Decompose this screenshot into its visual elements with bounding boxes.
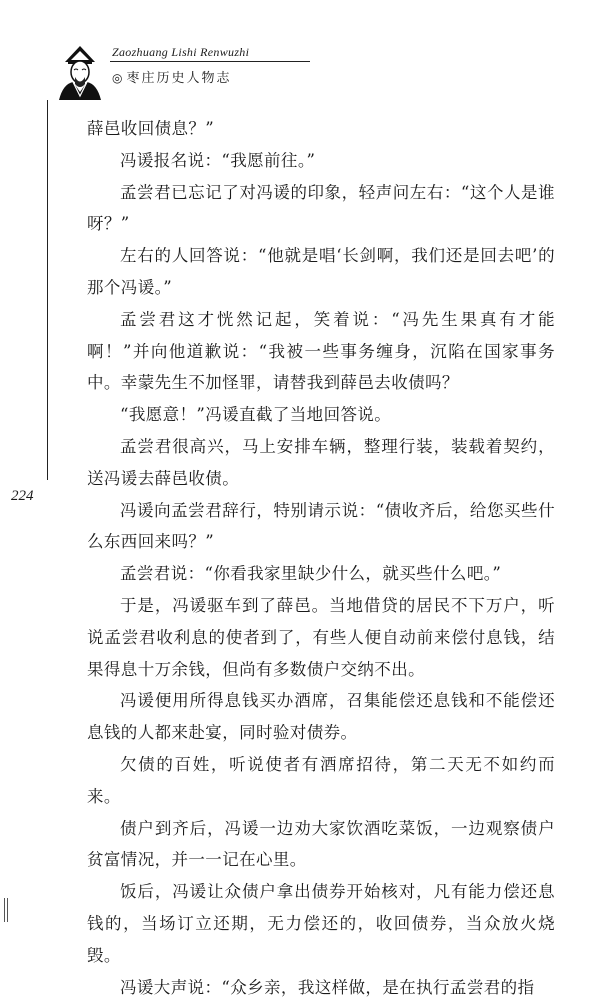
body-text (87, 113, 555, 1003)
paragraph: 孟尝君很高兴，马上安排车辆，整理行装，装载着契约，送冯谖去薛邑收债。 (87, 436, 555, 488)
paragraph: 饭后，冯谖让众债户拿出债券开始核对，凡有能力偿还息钱的，当场订立还期，无力偿还的，收回债券，当众放火烧毁。 (87, 882, 555, 965)
header-title-cn-text: 枣庄历史人物志 (126, 71, 232, 86)
paragraph: 债户到齐后，冯谖一边劝大家饮酒吃菜饭，一边观察债户贫富情况，并一一记在心里。 (87, 818, 555, 870)
paragraph: “我愿意！”冯谖直截了当地回答说。 (120, 405, 392, 425)
header-title-cn (112, 67, 232, 86)
paragraph: 冯谖向孟尝君辞行，特别请示说：“债收齐后，给您买些什么东西回来吗？” (87, 500, 555, 552)
binding-marks (4, 898, 10, 922)
paragraph: 于是，冯谖驱车到了薛邑。当地借贷的居民不下万户，听说孟尝君收利息的使者到了，有些人便自动前来偿付息钱，结果得息十万余钱，但尚有多数债户交纳不出。 (87, 595, 555, 679)
paragraph: 冯谖报名说：“我愿前往。” (120, 150, 316, 170)
page-number: 224 (11, 488, 34, 504)
paragraph: 薛邑收回债息？” (87, 119, 215, 138)
margin-rule (47, 100, 48, 480)
running-header (55, 40, 385, 102)
paragraph: 孟尝君说：“你看我家里缺少什么，就买些什么吧。” (120, 564, 502, 584)
paragraph: 冯谖大声说：“众乡亲，我这样做，是在执行孟尝君的指 (120, 977, 535, 997)
scholar-portrait-icon (55, 40, 105, 100)
paragraph: 孟尝君已忘记了对冯谖的印象，轻声问左右：“这个人是谁呀？” (87, 182, 555, 234)
header-divider (110, 61, 310, 62)
paragraph: 孟尝君这才恍然记起，笑着说：“冯先生果真有才能啊！”并向他道歉说：“我被一些事务缠身，沉陷在国家事务中。幸蒙先生不加怪罪，请替我到薛邑去收债吗？ (87, 309, 555, 393)
paragraph: 左右的人回答说：“他就是唱‘长剑啊，我们还是回去吧’的那个冯谖。” (87, 246, 555, 297)
header-title-en: Zaozhuang Lishi Renwuzhi (112, 45, 250, 59)
paragraph: 欠债的百姓，听说使者有酒席招待，第二天无不如约而来。 (87, 754, 555, 806)
circle-mark-icon: ◎ (112, 71, 125, 85)
paragraph: 冯谖便用所得息钱买办酒席，召集能偿还息钱和不能偿还息钱的人都来赴宴，同时验对债券。 (87, 691, 555, 743)
